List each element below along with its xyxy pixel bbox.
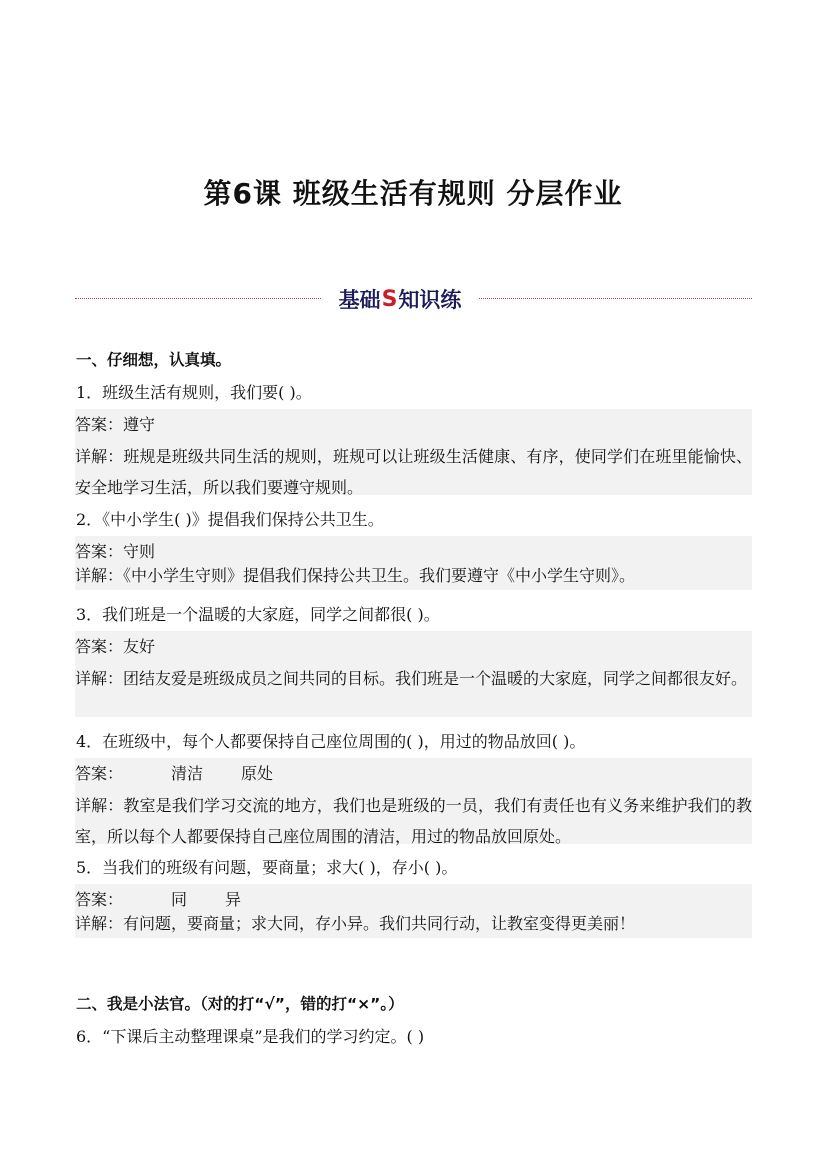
banner-logo-icon: S bbox=[381, 286, 398, 312]
answer-value: 遵守 bbox=[123, 415, 156, 434]
page-title: 第6课 班级生活有规则 分层作业 bbox=[203, 177, 623, 210]
explanation: 详解：班规是班级共同生活的规则，班规可以让班级生活健康、有序，使同学们在班里能愉快、安全地学习生活，所以我们要遵守规则。 bbox=[75, 446, 752, 497]
answer-label: 答案： bbox=[75, 890, 124, 909]
answer-value: 异 bbox=[225, 890, 242, 909]
answer-block-3 bbox=[75, 631, 752, 717]
answer-block-4 bbox=[75, 758, 752, 844]
explanation: 详解：团结友爱是班级成员之间共同的目标。我们班是一个温暖的大家庭，同学之间都很友好。 bbox=[75, 668, 748, 688]
answer-label: 答案： bbox=[75, 415, 124, 434]
question-4: 4．在班级中，每个人都要保持自己座位周围的( )，用过的物品放回( )。 bbox=[76, 732, 586, 751]
question-3: 3．我们班是一个温暖的大家庭，同学之间都很( )。 bbox=[76, 605, 440, 624]
answer-value: 清洁 bbox=[171, 764, 204, 783]
section-banner bbox=[322, 284, 478, 314]
explanation: 详解：有问题，要商量；求大同，存小异。我们共同行动，让教室变得更美丽！ bbox=[75, 913, 636, 933]
answer-label: 答案： bbox=[75, 637, 124, 656]
divider-right bbox=[476, 298, 752, 299]
answer-value: 友好 bbox=[123, 637, 156, 656]
answer-value: 同 bbox=[171, 890, 188, 909]
question-6: 6．“下课后主动整理课桌”是我们的学习约定。( ) bbox=[76, 1027, 425, 1046]
question-5: 5．当我们的班级有问题，要商量；求大( )，存小( )。 bbox=[76, 858, 458, 877]
answer-value: 守则 bbox=[123, 542, 156, 561]
explanation: 详解：《中小学生守则》提倡我们保持公共卫生。我们要遵守《中小学生守则》。 bbox=[75, 565, 636, 585]
answer-label: 答案： bbox=[75, 542, 124, 561]
answer-block-5 bbox=[75, 884, 752, 938]
section-heading-1: 一、仔细想，认真填。 bbox=[76, 351, 232, 369]
question-1: 1．班级生活有规则，我们要( )。 bbox=[76, 383, 312, 402]
banner-left: 基础 bbox=[338, 288, 381, 312]
answer-value: 原处 bbox=[241, 764, 274, 783]
section-heading-2: 二、我是小法官。（对的打“√”，错的打“×”。） bbox=[76, 995, 404, 1013]
answer-block-2 bbox=[75, 536, 752, 590]
banner-right: 知识练 bbox=[398, 288, 462, 312]
question-2: 2．《中小学生( )》提倡我们保持公共卫生。 bbox=[76, 510, 384, 529]
explanation: 详解：教室是我们学习交流的地方，我们也是班级的一员，我们有责任也有义务来维护我们的教室，所以每个人都要保持自己座位周围的清洁，用过的物品放回原处。 bbox=[75, 795, 752, 846]
divider-left bbox=[75, 298, 325, 299]
answer-label: 答案： bbox=[75, 764, 124, 783]
answer-block-1 bbox=[75, 409, 752, 495]
